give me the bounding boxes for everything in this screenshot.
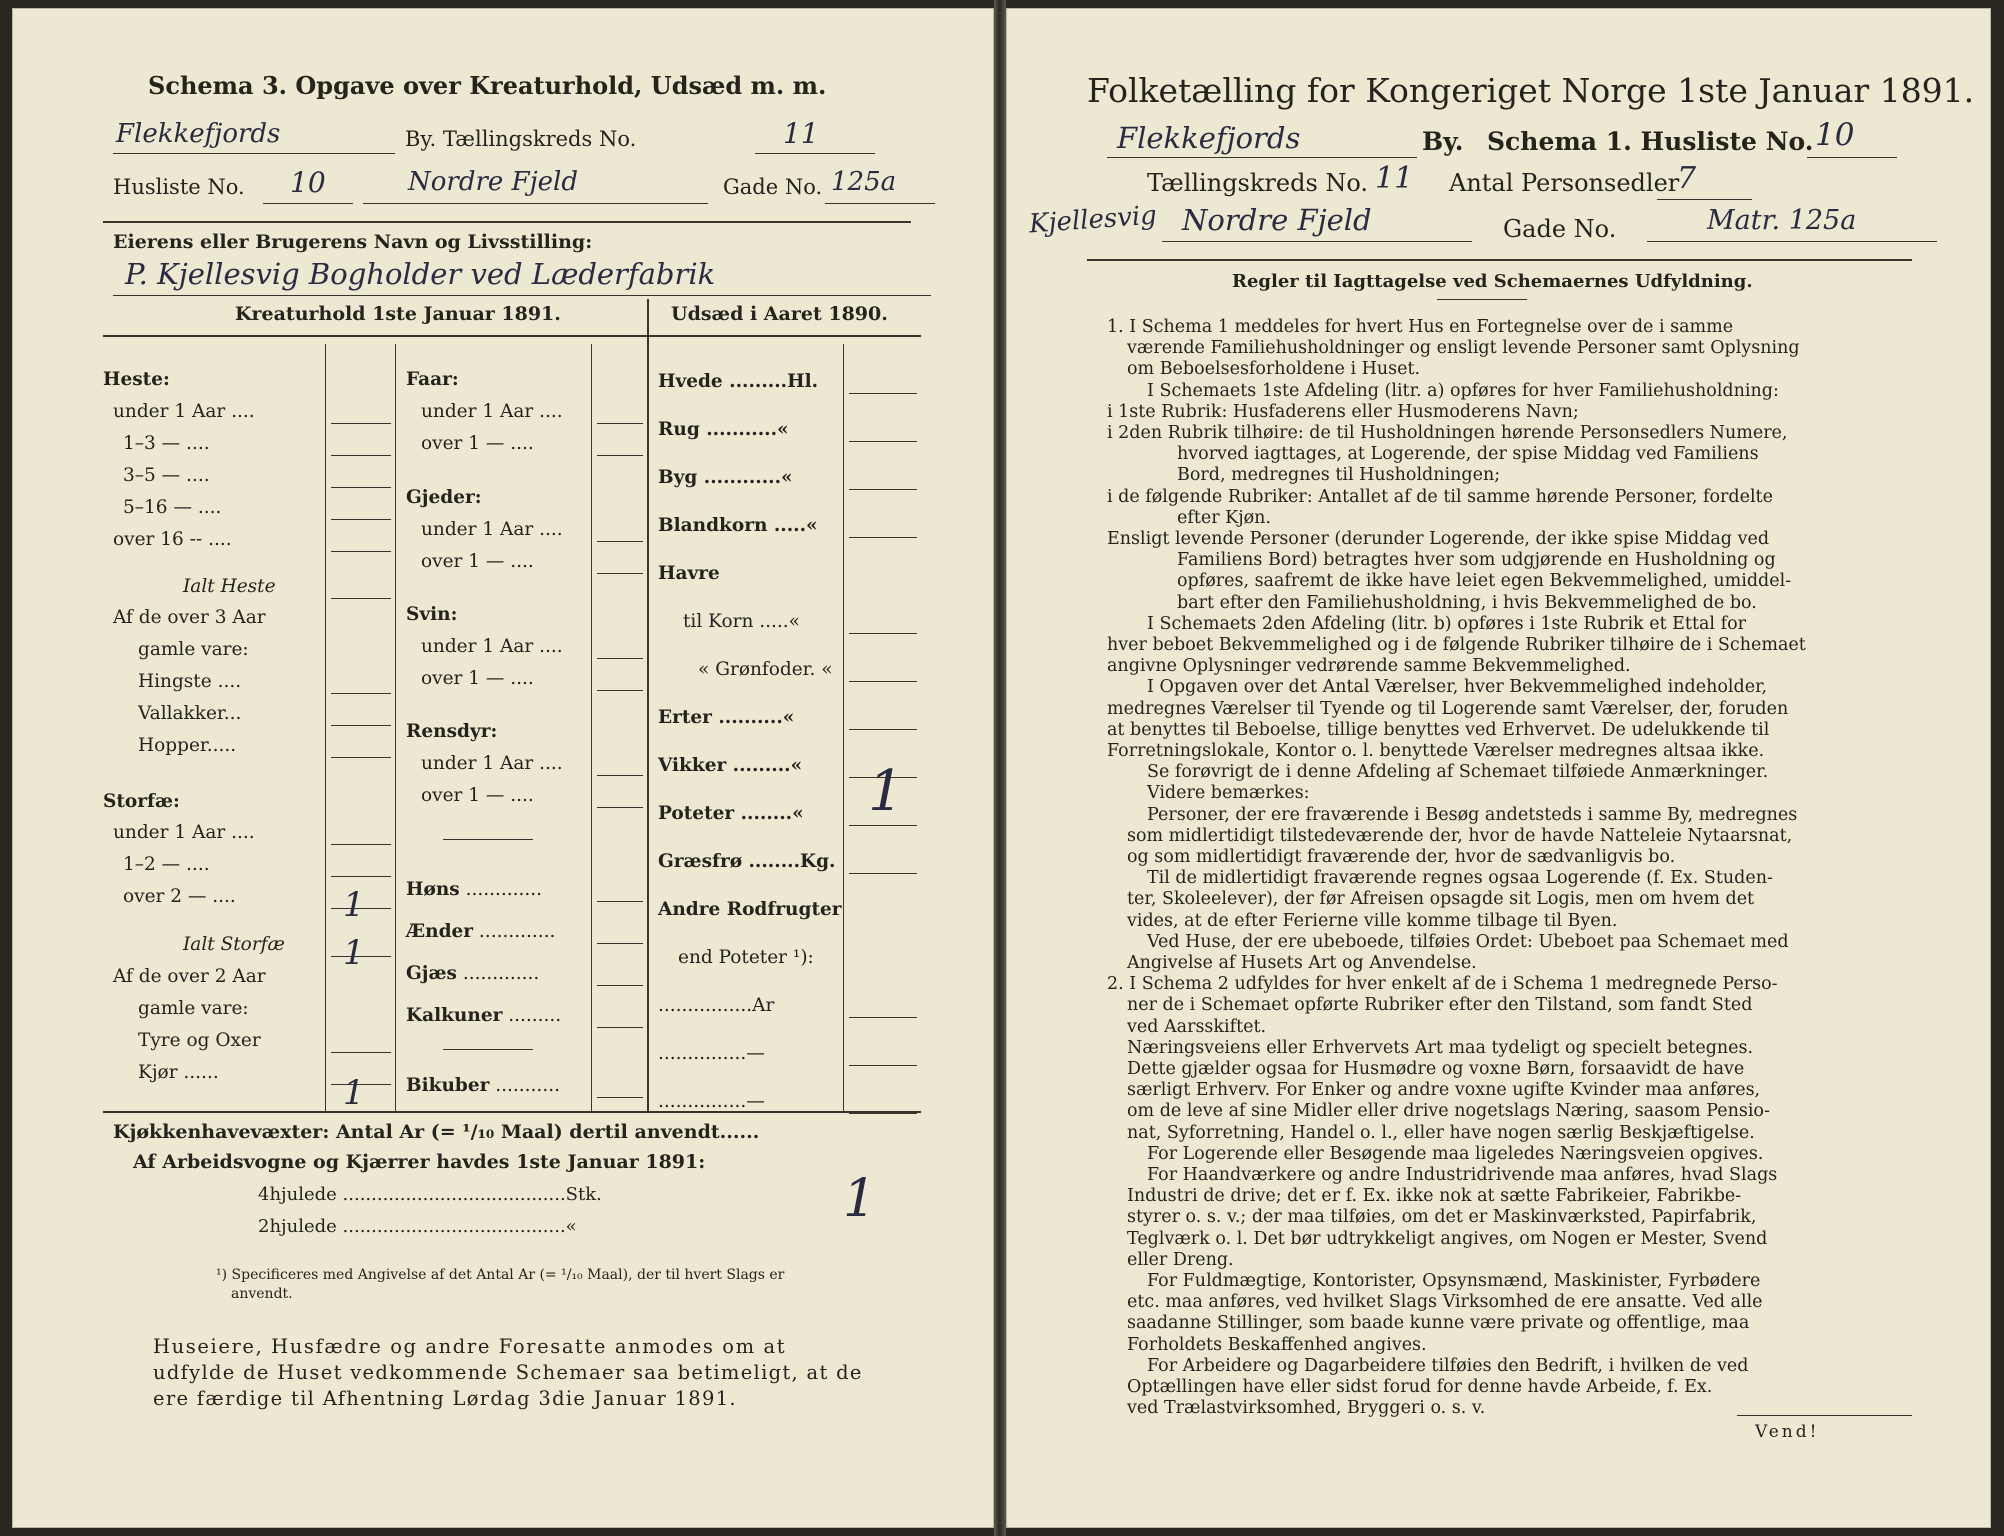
col2-sep-1 xyxy=(443,839,533,840)
left-husliste-label: Husliste No. xyxy=(113,175,245,199)
livestock-row-2: 1–3 — .... xyxy=(123,433,210,454)
rule-line-38: nat, Syforretning, Handel o. l., eller have nogen særlig Beskjæftigelse. xyxy=(1127,1122,1755,1143)
rule-line-1: værende Familiehusholdninger og ensligt levende Personer samt Oplysning xyxy=(1127,338,1800,359)
owner-label: Eierens eller Brugerens Navn og Livsstilling: xyxy=(113,231,593,253)
right-owner-handwritten: Kjellesvig xyxy=(1028,200,1158,240)
col1-line-1 xyxy=(331,455,391,456)
rule-line-42: styrer o. s. v.; der maa tilføies, om det er Maskinværksted, Papirfabrik, xyxy=(1127,1207,1757,1228)
left-by-label: By. Tællingskreds No. xyxy=(405,127,637,151)
livestock-row-1: under 1 Aar .... xyxy=(113,401,255,422)
rule-line-20: Forretningslokale, Kontor o. l. benyttede Værelser medregnes altsaa ikke. xyxy=(1107,741,1765,761)
col1-line-3 xyxy=(331,519,391,520)
col3-line-0 xyxy=(849,393,917,394)
seed-row-4: Havre xyxy=(658,563,720,584)
col3-line-6 xyxy=(849,729,917,730)
col3-line-1 xyxy=(849,441,917,442)
seed-row-5: til Korn .....« xyxy=(683,611,800,632)
col2-line-0 xyxy=(597,423,643,424)
rule-line-14: I Schemaets 2den Afdeling (litr. b) opføres i 1ste Rubrik et Ettal for xyxy=(1147,613,1746,634)
livestock-row-5: over 16 -- .... xyxy=(113,529,232,550)
rule-line-21: Se forøvrigt de i denne Afdeling af Schemaet tilføiede Anmærkninger. xyxy=(1147,762,1769,783)
rule-line-23: Personer, der ere fraværende i Besøg andetsteds i samme By, medregnes xyxy=(1147,804,1798,825)
kjokkenhave-line: Kjøkkenhavevæxter: Antal Ar (= ¹/₁₀ Maal) dertil anvendt...... xyxy=(113,1121,760,1143)
rule-line-9: efter Kjøn. xyxy=(1177,507,1272,528)
col2-line-2 xyxy=(597,541,643,542)
rule-line-15: hver beboet Bekvemmelighed og i de følgende Rubriker tilhøire de i Schemaet xyxy=(1107,635,1806,655)
col2-line-9 xyxy=(597,943,643,944)
rule-line-22: Videre bemærkes: xyxy=(1147,783,1310,804)
right-town-handwritten: Flekkefjords xyxy=(1117,121,1301,155)
seed-row-6: « Grønfoder. « xyxy=(698,659,833,680)
rule-line-5: i 2den Rubrik tilhøire: de til Husholdningen hørende Personsedlers Numere, xyxy=(1107,423,1788,443)
fourwheel-line: 4hjulede .......................................Stk. xyxy=(258,1184,602,1205)
left-kreds-handwritten: 11 xyxy=(783,117,819,150)
small-livestock-row-14: Gjæs ............. xyxy=(406,963,540,984)
rule-line-45: For Fuldmægtige, Kontorister, Opsynsmænd, Maskinister, Fyrbødere xyxy=(1147,1271,1761,1291)
left-gade-label: Gade No. xyxy=(723,175,823,199)
right-kreds-label: Tællingskreds No. xyxy=(1147,169,1369,197)
rule-line-29: Ved Huse, der ere ubeboede, tilføies Ordet: Ubeboet paa Schemaet med xyxy=(1147,931,1789,952)
rule-line-39: For Logerende eller Besøgende maa ligeledes Næringsveien opgives. xyxy=(1147,1143,1764,1164)
right-by-label: By. xyxy=(1422,127,1464,156)
col1-line-7 xyxy=(331,725,391,726)
rule-line-51: ved Trælastvirksomhed, Bryggeri o. s. v. xyxy=(1127,1398,1486,1419)
right-husliste-handwritten: 10 xyxy=(1815,117,1855,153)
vogne-line: Af Arbeidsvogne og Kjærrer havdes 1ste Januar 1891: xyxy=(133,1151,706,1173)
col2-line-5 xyxy=(597,690,643,691)
owner-handwritten: P. Kjellesvig Bogholder ved Læderfabrik xyxy=(125,257,716,291)
small-livestock-row-10: under 1 Aar .... xyxy=(421,753,563,774)
rule-line-43: Teglværk o. l. Det bør udtrykkeligt angives, om Nogen er Mester, Svend xyxy=(1127,1228,1768,1249)
rule-line-4: i 1ste Rubrik: Husfaderens eller Husmoderens Navn; xyxy=(1107,401,1579,422)
small-livestock-row-9: Rensdyr: xyxy=(406,721,498,742)
rule-line-32: ner de i Schemaet opførte Rubriker efter den Tilstand, som fandt Sted xyxy=(1127,995,1753,1016)
vend-label: Vend! xyxy=(1755,1422,1820,1442)
livestock-row-0: Heste: xyxy=(103,369,170,390)
small-livestock-row-8: over 1 — .... xyxy=(421,668,534,689)
livestock-row-4: 5–16 — .... xyxy=(123,497,222,518)
col1-line-4 xyxy=(331,551,391,552)
rule-line-50: Optællingen have eller sidst forud for denne havde Arbeide, f. Ex. xyxy=(1127,1377,1713,1397)
livestock-row-8: gamle vare: xyxy=(138,639,249,660)
col1-line-5 xyxy=(331,598,391,599)
rule-line-19: at benyttes til Beboelse, tillige benyttes ved Erhvervet. De udelukkende til xyxy=(1107,719,1770,740)
seed-row-1: Rug ...........« xyxy=(658,419,789,440)
rule-line-6: hvorved iagttages, at Logerende, der spise Middag ved Familiens xyxy=(1177,444,1759,465)
right-schema-label: Schema 1. Husliste No. xyxy=(1487,127,1814,156)
rule-line-11: Familiens Bord) betragtes hver som udgjørende en Husholdning og xyxy=(1177,550,1776,571)
left-gade-handwritten: 125a xyxy=(831,167,897,197)
right-page-schema-1 xyxy=(1006,8,1991,1528)
livestock-row-12: Storfæ: xyxy=(103,791,180,812)
dot-leader: ............. xyxy=(473,921,556,942)
rule-line-46: etc. maa anføres, ved hvilket Slags Virksomhed de ere ansatte. Ved alle xyxy=(1127,1292,1763,1313)
col2-line-10 xyxy=(597,985,643,986)
rule-line-27: ter, Skoleelever), der før Afreisen opsagde sit Logis, men om hvem det xyxy=(1127,889,1755,910)
udsaed-header: Udsæd i Aaret 1890. xyxy=(671,303,888,325)
livestock-row-17: Af de over 2 Aar xyxy=(113,966,266,987)
small-livestock-row-7: under 1 Aar .... xyxy=(421,636,563,657)
livestock-row-14: 1–2 — .... xyxy=(123,854,210,875)
col3-line-3 xyxy=(849,537,917,538)
seed-row-12: end Poteter ¹): xyxy=(678,947,814,968)
small-livestock-row-16: Bikuber ........... xyxy=(406,1075,560,1096)
seed-row-14: ...............— xyxy=(658,1043,765,1064)
rule-line-8: i de følgende Rubriker: Antallet af de til samme hørende Personer, fordelte xyxy=(1107,486,1773,507)
rule-line-33: ved Aarsskiftet. xyxy=(1127,1016,1267,1037)
col3-line-12 xyxy=(849,1113,917,1114)
rule-line-41: Industri de drive; det er f. Ex. ikke nok at sætte Fabrikeier, Fabrikbe- xyxy=(1127,1186,1742,1207)
rule-line-7: Bord, medregnes til Husholdningen; xyxy=(1177,465,1501,486)
col3-line-9 xyxy=(849,873,917,874)
left-title: Schema 3. Opgave over Kreaturhold, Udsæd m. m. xyxy=(148,71,827,100)
seed-row-8: Vikker .........« xyxy=(658,755,803,776)
mark-poteter: 1 xyxy=(868,759,904,824)
right-title: Folketælling for Kongeriget Norge 1ste Januar 1891. xyxy=(1087,71,1975,110)
col2-line-4 xyxy=(597,658,643,659)
col3-line-2 xyxy=(849,489,917,490)
personsedler-handwritten: 7 xyxy=(1677,161,1697,196)
seed-row-2: Byg ............« xyxy=(658,467,793,488)
seed-row-13: ................Ar xyxy=(658,995,775,1016)
livestock-row-6: Ialt Heste xyxy=(183,576,276,597)
col1-line-2 xyxy=(331,487,391,488)
livestock-row-18: gamle vare: xyxy=(138,998,249,1019)
rule-line-49: For Arbeidere og Dagarbeidere tilføies den Bedrift, i hvilken de ved xyxy=(1147,1355,1749,1376)
footnote-line2: anvendt. xyxy=(231,1286,293,1302)
small-livestock-row-11: over 1 — .... xyxy=(421,785,534,806)
twowheel-line: 2hjulede .......................................« xyxy=(258,1216,577,1237)
personsedler-label: Antal Personsedler xyxy=(1449,169,1680,197)
livestock-row-9: Hingste .... xyxy=(138,671,242,692)
col3-line-11 xyxy=(849,1065,917,1066)
livestock-row-15: over 2 — .... xyxy=(123,886,236,907)
dot-leader: ........... xyxy=(489,1075,560,1096)
small-livestock-row-12: Høns ............. xyxy=(406,879,543,900)
small-livestock-row-0: Faar: xyxy=(406,369,459,390)
col2-line-3 xyxy=(597,573,643,574)
livestock-row-13: under 1 Aar .... xyxy=(113,822,255,843)
rules-title: Regler til Iagttagelse ved Schemaernes Udfyldning. xyxy=(1232,271,1753,292)
rule-line-48: Forholdets Beskaffenhed angives. xyxy=(1127,1334,1427,1355)
livestock-row-3: 3–5 — .... xyxy=(123,465,210,486)
rule-line-18: medregnes Værelser til Tyende og til Logerende samt Værelser, der, foruden xyxy=(1107,698,1789,719)
col2-line-8 xyxy=(597,901,643,902)
livestock-row-20: Kjør ...... xyxy=(138,1062,219,1083)
rule-line-12: opføres, saafremt de ikke have leiet egen Bekvemmelighed, umiddel- xyxy=(1177,571,1792,592)
rule-line-25: og som midlertidigt fraværende der, hvor de sædvanligvis bo. xyxy=(1127,847,1676,867)
closing-line2: udfylde de Huset vedkommende Schemaer saa betimeligt, at de xyxy=(153,1361,863,1384)
kreatur-header: Kreaturhold 1ste Januar 1891. xyxy=(235,303,561,325)
small-livestock-row-5: over 1 — .... xyxy=(421,551,534,572)
col3-line-4 xyxy=(849,633,917,634)
rule-line-17: I Opgaven over det Antal Værelser, hver Bekvemmelighed indeholder, xyxy=(1147,677,1768,698)
dot-leader: ......... xyxy=(502,1005,562,1026)
right-street-handwritten: Nordre Fjeld xyxy=(1182,203,1372,237)
left-page-schema-3 xyxy=(12,8,994,1528)
right-kreds-handwritten: 11 xyxy=(1375,161,1414,196)
seed-row-0: Hvede .........Hl. xyxy=(658,371,819,392)
col2-line-6 xyxy=(597,775,643,776)
rule-line-34: Næringsveiens eller Erhvervets Art maa tydeligt og specielt betegnes. xyxy=(1127,1037,1754,1058)
rule-line-26: Til de midlertidigt fraværende regnes ogsaa Logerende (f. Ex. Studen- xyxy=(1147,868,1773,889)
footnote-line1: ¹) Specificeres med Angivelse af det Antal Ar (= ¹/₁₀ Maal), der til hvert Slags er xyxy=(216,1267,785,1283)
col1-line-6 xyxy=(331,693,391,694)
col2-line-11 xyxy=(597,1027,643,1028)
col1-line-13 xyxy=(331,1052,391,1053)
book-spine xyxy=(994,0,1006,1536)
rule-line-31: 2. I Schema 2 udfyldes for hver enkelt af de i Schema 1 medregnede Perso- xyxy=(1107,974,1778,995)
closing-line1: Huseiere, Husfædre og andre Foresatte anmodes om at xyxy=(153,1335,787,1358)
rule-line-0: 1. I Schema 1 meddeles for hvert Hus en Fortegnelse over de i samme xyxy=(1107,317,1734,337)
seed-row-7: Erter ..........« xyxy=(658,707,795,728)
closing-line3: ere færdige til Afhentning Lørdag 3die Januar 1891. xyxy=(153,1387,737,1410)
left-husliste-handwritten: 10 xyxy=(290,166,326,199)
rule-line-3: I Schemaets 1ste Afdeling (litr. a) opføres for hver Familiehusholdning: xyxy=(1147,380,1779,401)
col3-line-10 xyxy=(849,1017,917,1018)
rule-line-47: saadanne Stillinger, som baade kunne være private og offentlige, maa xyxy=(1127,1313,1750,1334)
col3-line-8 xyxy=(849,825,917,826)
seed-row-10: Græsfrø ........Kg. xyxy=(658,851,836,872)
col2-line-7 xyxy=(597,807,643,808)
livestock-row-11: Hopper..... xyxy=(138,735,237,756)
livestock-row-19: Tyre og Oxer xyxy=(138,1030,261,1051)
left-street-handwritten: Nordre Fjeld xyxy=(408,167,579,197)
seed-row-11: Andre Rodfrugter xyxy=(658,899,842,920)
mark-over2: 1 xyxy=(343,885,365,925)
col1-line-0 xyxy=(331,423,391,424)
seed-row-15: ...............— xyxy=(658,1091,765,1112)
small-livestock-row-6: Svin: xyxy=(406,604,458,625)
col1-line-9 xyxy=(331,844,391,845)
rule-line-28: vides, at de efter Ferierne ville komme tilbage til Byen. xyxy=(1127,910,1618,931)
mark-kjor: 1 xyxy=(343,1073,365,1113)
rule-line-30: Angivelse af Husets Art og Anvendelse. xyxy=(1127,953,1477,973)
livestock-row-7: Af de over 3 Aar xyxy=(113,607,266,628)
rule-line-44: eller Dreng. xyxy=(1127,1249,1234,1270)
right-gade-handwritten: Matr. 125a xyxy=(1707,205,1857,236)
small-livestock-row-13: Ænder ............. xyxy=(406,921,556,942)
dot-leader: ............. xyxy=(456,963,540,984)
col2-sep-2 xyxy=(443,1049,533,1050)
small-livestock-row-2: over 1 — .... xyxy=(421,433,534,454)
rule-line-35: Dette gjælder ogsaa for Husmødre og voxne Børn, forsaavidt de have xyxy=(1127,1059,1745,1079)
col1-line-8 xyxy=(331,757,391,758)
right-gade-label: Gade No. xyxy=(1503,215,1617,243)
mark-ialt-storfae: 1 xyxy=(343,933,365,973)
rule-line-2: om Beboelsesforholdene i Huset. xyxy=(1127,359,1421,380)
dot-leader: ............. xyxy=(459,879,543,900)
mark-4hjulede: 1 xyxy=(843,1169,877,1229)
rule-line-16: angivne Oplysninger vedrørende samme Bekvemmelighed. xyxy=(1107,656,1631,677)
livestock-row-10: Vallakker... xyxy=(138,703,242,724)
small-livestock-row-4: under 1 Aar .... xyxy=(421,519,563,540)
small-livestock-row-1: under 1 Aar .... xyxy=(421,401,563,422)
small-livestock-row-3: Gjeder: xyxy=(406,487,482,508)
seed-row-3: Blandkorn .....« xyxy=(658,515,818,536)
col2-line-12 xyxy=(597,1097,643,1098)
col3-line-5 xyxy=(849,681,917,682)
livestock-row-16: Ialt Storfæ xyxy=(183,934,285,955)
rule-line-24: som midlertidigt tilstedeværende der, hvor de havde Natteleie Nytaarsnat, xyxy=(1127,825,1793,846)
rule-line-13: bart efter den Familiehusholdning, i hvis Bekvemmelighed de bo. xyxy=(1177,592,1757,613)
col1-line-10 xyxy=(331,876,391,877)
rule-line-37: om de leve af sine Midler eller drive nogetslags Næring, saasom Pensio- xyxy=(1127,1101,1770,1122)
rule-line-36: særligt Erhverv. For Enker og andre voxne ugifte Kvinder maa anføres, xyxy=(1127,1080,1761,1101)
left-town-handwritten: Flekkefjords xyxy=(116,119,281,149)
small-livestock-row-15: Kalkuner ......... xyxy=(406,1005,562,1026)
rule-line-10: Ensligt levende Personer (derunder Logerende, der ikke spise Middag ved xyxy=(1107,529,1770,549)
seed-row-9: Poteter ........« xyxy=(658,803,804,824)
rule-line-40: For Haandværkere og andre Industridrivende maa anføres, hvad Slags xyxy=(1147,1165,1778,1185)
col2-line-1 xyxy=(597,455,643,456)
